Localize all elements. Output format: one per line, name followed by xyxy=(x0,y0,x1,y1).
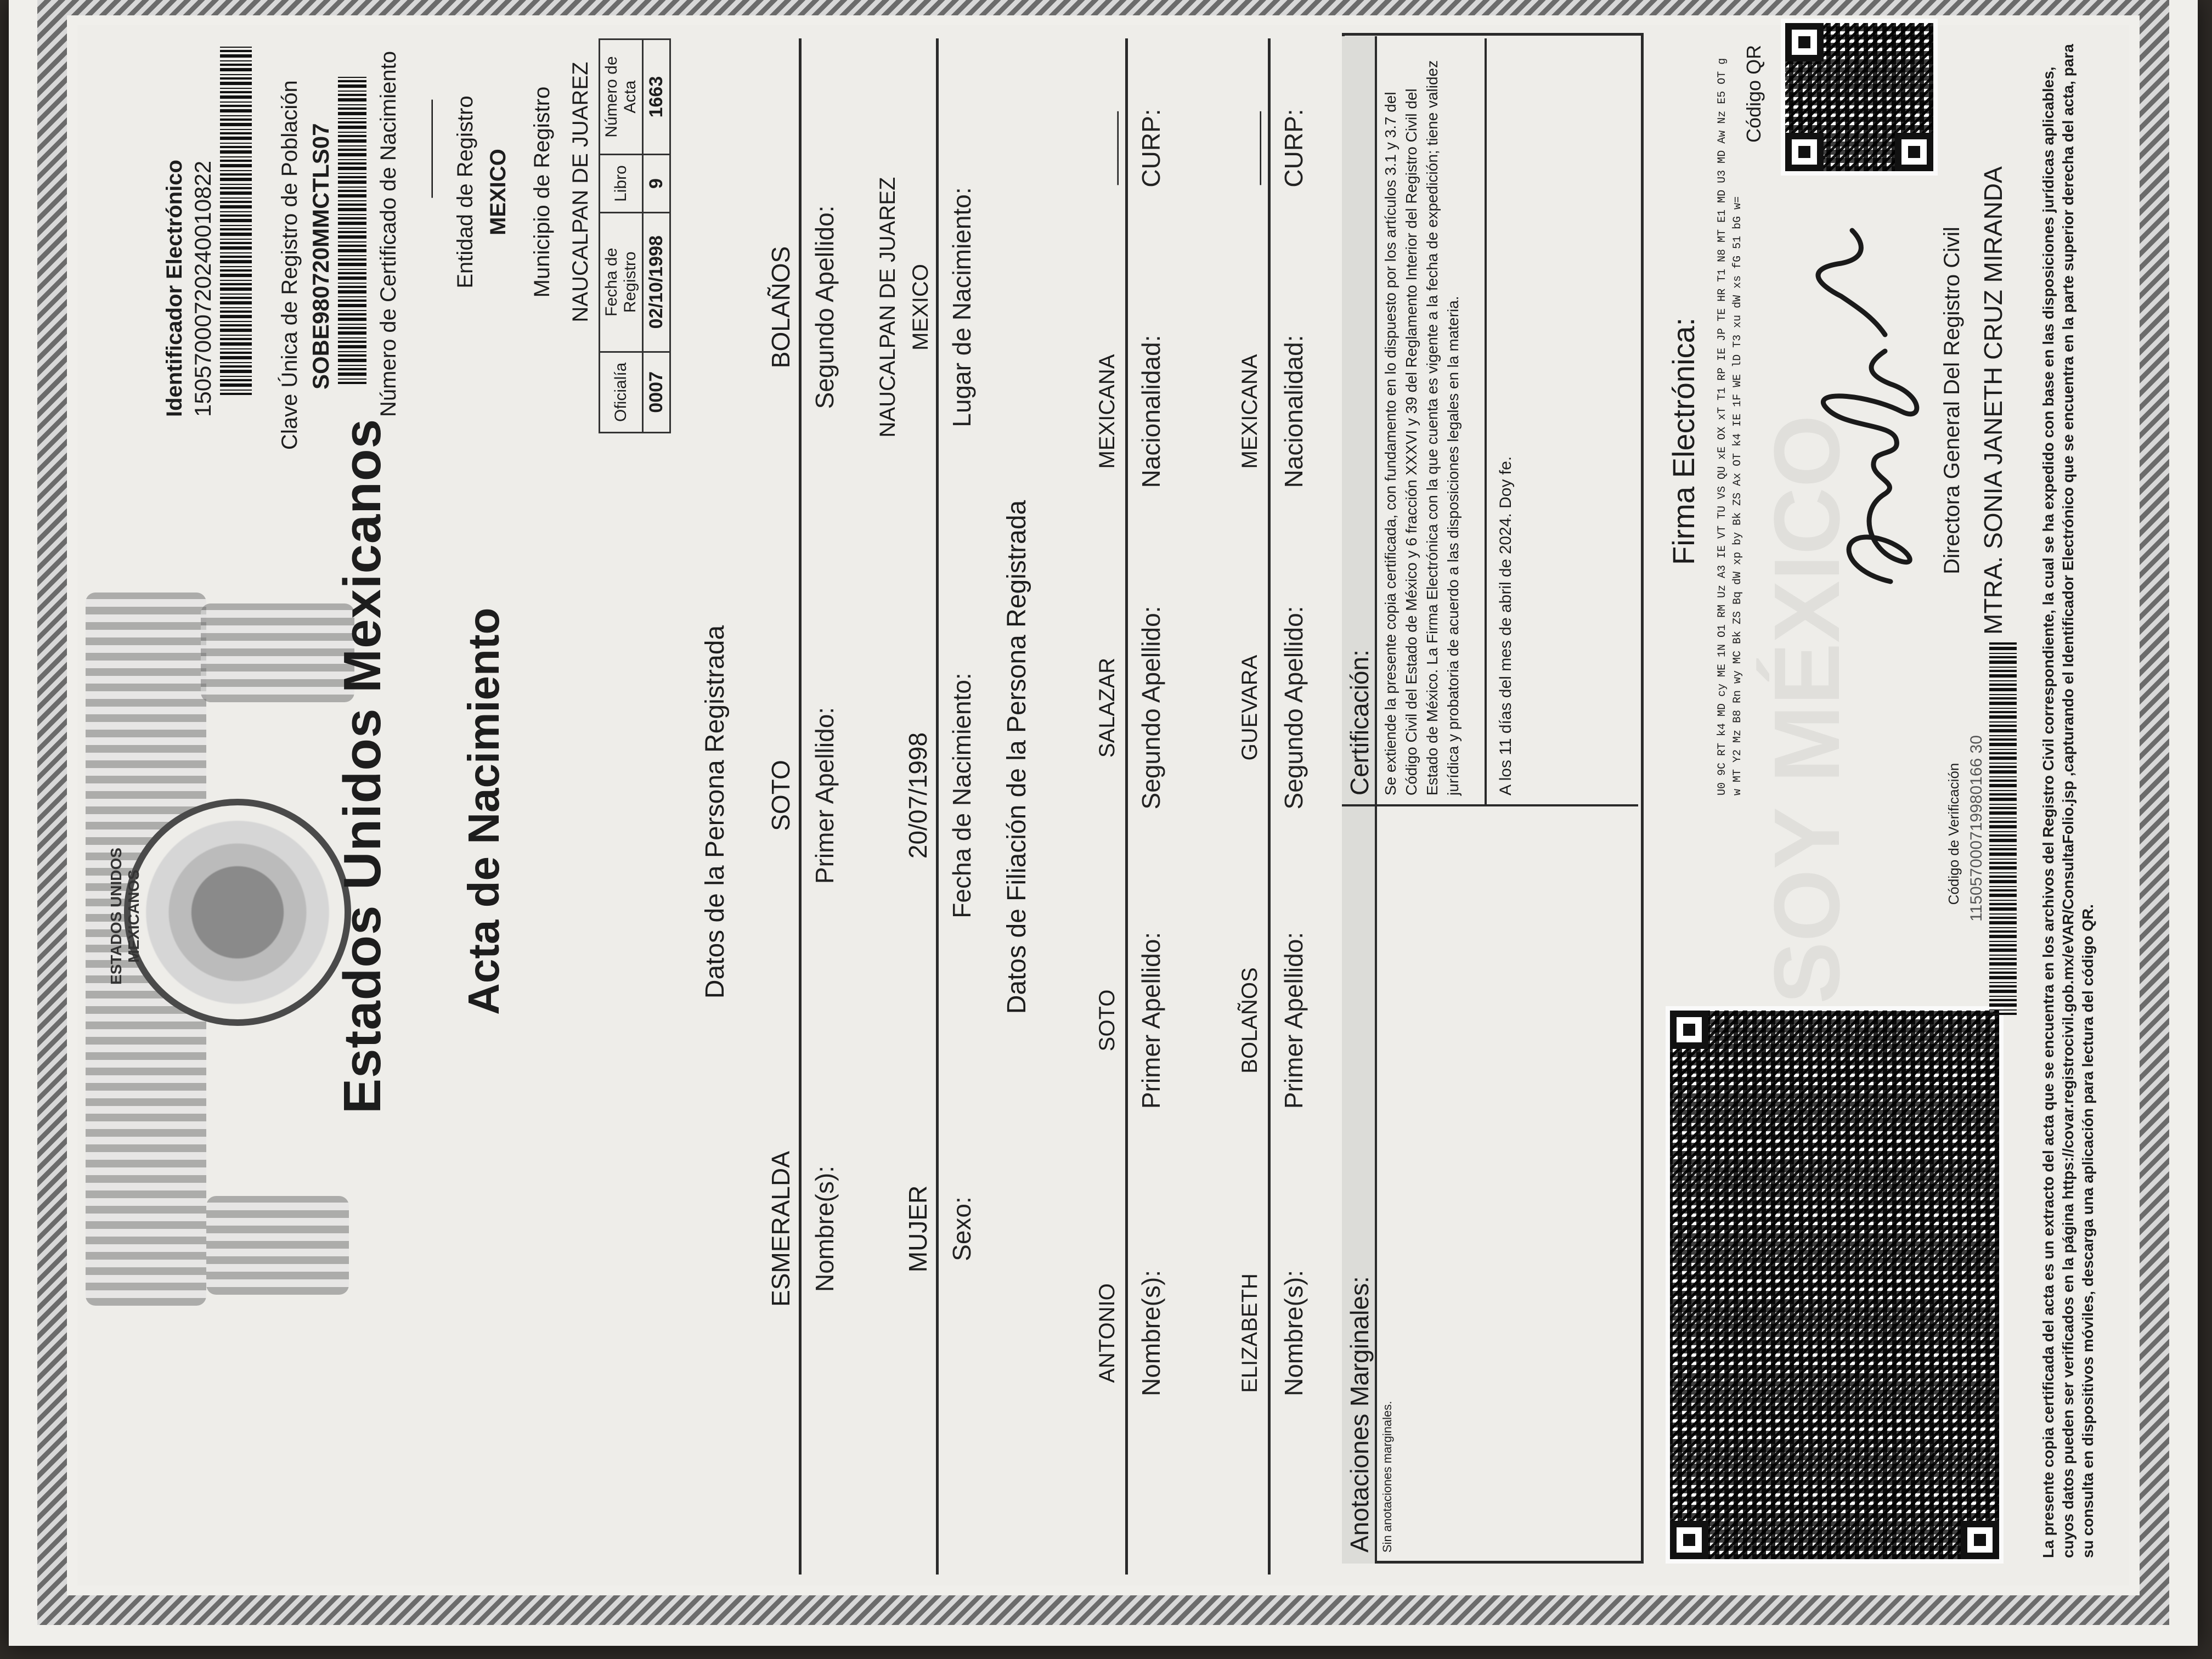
document-title: Acta de Nacimiento xyxy=(459,607,508,1015)
padre-primer-apellido-value: SOTO xyxy=(1095,989,1119,1052)
madre-nombre-value: ELIZABETH xyxy=(1238,1273,1262,1393)
persona-primer-apellido-label: Primer Apellido: xyxy=(810,707,839,884)
aztec-ornament-right xyxy=(201,603,354,702)
verificacion-value: 115057000719980166 30 xyxy=(1967,735,1985,922)
persona-fecha-nac-label: Fecha de Nacimiento: xyxy=(947,673,976,918)
padre-nacionalidad-label: Nacionalidad: xyxy=(1137,335,1165,488)
firma-title: Firma Electrónica: xyxy=(1666,317,1701,565)
persona-segundo-apellido-label: Segundo Apellido: xyxy=(810,205,839,409)
persona-lugar-nac-municipio: NAUCALPAN DE JUAREZ xyxy=(876,177,900,438)
persona-lugar-nac-label: Lugar de Nacimiento: xyxy=(947,187,976,427)
padre-curp-value: ______ xyxy=(1095,111,1119,185)
qr-finder-icon xyxy=(1785,23,1824,61)
entidad-label: Entidad de Registro xyxy=(453,95,477,289)
certificado-label: Número de Certificado de Nacimiento xyxy=(376,51,400,417)
qr-finder-icon xyxy=(1961,1521,1999,1559)
persona-nombre-value: ESMERALDA xyxy=(766,1151,795,1307)
fecha-registro-header: Fecha de Registro xyxy=(600,212,643,352)
firma-code: U0 9C RT k4 MD cy ME 1N O1 RM Uz A3 IE VT TU VS QU xE OX xT T1 RP IE JP TE HR T1 N8 MT E1 MD U3 MD Aw Nz E5 OT gw MT Y2 Mz B8 Rn wy MC Bk ZS Bq dW xp by Bk ZS Ax OT k4 IE 1F WE lD T3 xu dW xs fG 51 bG w= xyxy=(1716,58,1744,795)
persona-data-line xyxy=(936,38,939,1575)
certificacion-title: Certificación: xyxy=(1345,650,1374,795)
curp-registro-value: SOBE980720MMCTLS07 xyxy=(308,123,334,390)
padre-nacionalidad-value: MEXICANA xyxy=(1095,354,1119,469)
firmante-cargo: Directora General Del Registro Civil xyxy=(1940,227,1964,574)
madre-curp-value: ______ xyxy=(1238,111,1262,185)
numero-acta-header: Número de Acta xyxy=(600,40,643,155)
padre-primer-apellido-label: Primer Apellido: xyxy=(1137,932,1165,1109)
identificador-barcode xyxy=(220,44,252,395)
libro-value: 9 xyxy=(643,155,670,213)
national-seal-icon xyxy=(124,799,351,1026)
fecha-registro-value: 02/10/1998 xyxy=(643,212,670,352)
padre-nombre-label: Nombre(s): xyxy=(1137,1269,1165,1397)
municipio-value: NAUCALPAN DE JUAREZ xyxy=(568,61,592,323)
persona-sexo-label: Sexo: xyxy=(947,1197,976,1261)
birth-certificate xyxy=(25,0,2181,1635)
identificador-label: Identificador Electrónico xyxy=(162,160,187,417)
madre-segundo-apellido-value: GUEVARA xyxy=(1238,654,1262,761)
watermark-text: SOY MÉXICO xyxy=(1755,415,1859,1004)
certificacion-text: Se extiende la presente copia certificada, con fundamento en lo dispuesto por los artículos 3.1 y 3.7 del Código Civil del Estado de México y 6 fracción XXXVI y 39 del Reglamento Interior del Registro Civil del Estado de México. La Firma Electrónica con la que cuenta es vigente a la fecha de expedición; tiene validez jurídica y probatoria de acuerdo a las disposiciones legales en la materia. xyxy=(1382,60,1462,795)
padre-segundo-apellido-label: Segundo Apellido: xyxy=(1137,606,1165,810)
entidad-value: MEXICO xyxy=(486,149,510,235)
padre-segundo-apellido-value: SALAZAR xyxy=(1095,657,1119,758)
municipio-label: Municipio de Registro xyxy=(530,86,554,298)
padre-line xyxy=(1125,38,1128,1575)
aztec-ornament-left xyxy=(206,1196,349,1295)
persona-segundo-apellido-value: BOLAÑOS xyxy=(766,246,795,369)
persona-fecha-nac-value: 20/07/1998 xyxy=(904,732,932,859)
oficialia-header: Oficialía xyxy=(600,352,643,432)
legal-footer: La presente copia certificada del acta es un extracto del acta que se encuentra en los archivos del Registro Civil correspondiente, la cual se ha expedido con base en las disposiciones jurídicas aplicables, cuyos datos pueden ser verificados en la página https://covar.registrocivil.gob.mx/eVAR/ConsultaFolio.jsp ,capturando el Identificador Electrónico que se encuentra en la parte superior derecha del acta, para su consulta en dispositivos móviles, descarga una aplicación para lectura del código QR. xyxy=(2040,44,2096,1558)
identificador-value: 15057000720240010822 xyxy=(190,160,216,417)
persona-primer-apellido-value: SOTO xyxy=(766,760,795,831)
madre-nacionalidad-value: MEXICANA xyxy=(1238,354,1262,469)
certificacion-divider xyxy=(1485,38,1487,806)
libro-header: Libro xyxy=(600,155,643,213)
qr-code-large xyxy=(1666,1006,2004,1564)
verificacion-label: Código de Verificación xyxy=(1945,763,1962,905)
persona-nombre-label: Nombre(s): xyxy=(810,1165,839,1293)
filiacion-section-title: Datos de Filiación de la Persona Registrada xyxy=(1002,500,1031,1014)
persona-sexo-value: MUJER xyxy=(904,1185,932,1273)
curp-registro-label: Clave Única de Registro de Población xyxy=(278,80,302,450)
qr-label: Código QR xyxy=(1742,44,1765,143)
anotaciones-title: Anotaciones Marginales: xyxy=(1345,1276,1374,1553)
certificado-value: ________ xyxy=(409,100,433,198)
numero-acta-value: 1663 xyxy=(643,40,670,155)
madre-nacionalidad-label: Nacionalidad: xyxy=(1279,335,1308,488)
qr-finder-icon xyxy=(1895,133,1933,171)
document-sheet xyxy=(9,0,2198,1646)
madre-segundo-apellido-label: Segundo Apellido: xyxy=(1279,606,1308,810)
padre-nombre-value: ANTONIO xyxy=(1095,1283,1119,1383)
persona-section-title: Datos de la Persona Registrada xyxy=(701,625,730,999)
qr-finder-icon xyxy=(1785,133,1824,171)
madre-primer-apellido-value: BOLAÑOS xyxy=(1238,967,1262,1074)
qr-finder-icon xyxy=(1670,1521,1708,1559)
madre-primer-apellido-label: Primer Apellido: xyxy=(1279,932,1308,1109)
qr-code-small xyxy=(1781,19,1938,176)
oficialia-value: 0007 xyxy=(643,352,670,432)
madre-curp-label: CURP: xyxy=(1279,109,1308,188)
madre-nombre-label: Nombre(s): xyxy=(1279,1269,1308,1397)
persona-name-line xyxy=(799,38,802,1575)
verificacion-barcode xyxy=(1989,642,2017,1015)
firmante-nombre: MTRA. SONIA JANETH CRUZ MIRANDA xyxy=(1979,166,2007,635)
registro-table xyxy=(599,38,671,433)
anotaciones-text: Sin anotaciones marginales. xyxy=(1380,1401,1394,1553)
certificacion-fecha: A los 11 días del mes de abril de 2024. Doy fe. xyxy=(1497,456,1515,795)
madre-line xyxy=(1268,38,1271,1575)
persona-lugar-nac-estado: MEXICO xyxy=(909,264,933,351)
seal-text: ESTADOS UNIDOS MEXICANOS xyxy=(108,848,142,985)
qr-finder-icon xyxy=(1670,1011,1708,1049)
country-title: Estados Unidos Mexicanos xyxy=(333,419,392,1114)
box-divider xyxy=(1375,804,1638,806)
padre-curp-label: CURP: xyxy=(1137,109,1165,188)
curp-barcode xyxy=(338,77,366,384)
